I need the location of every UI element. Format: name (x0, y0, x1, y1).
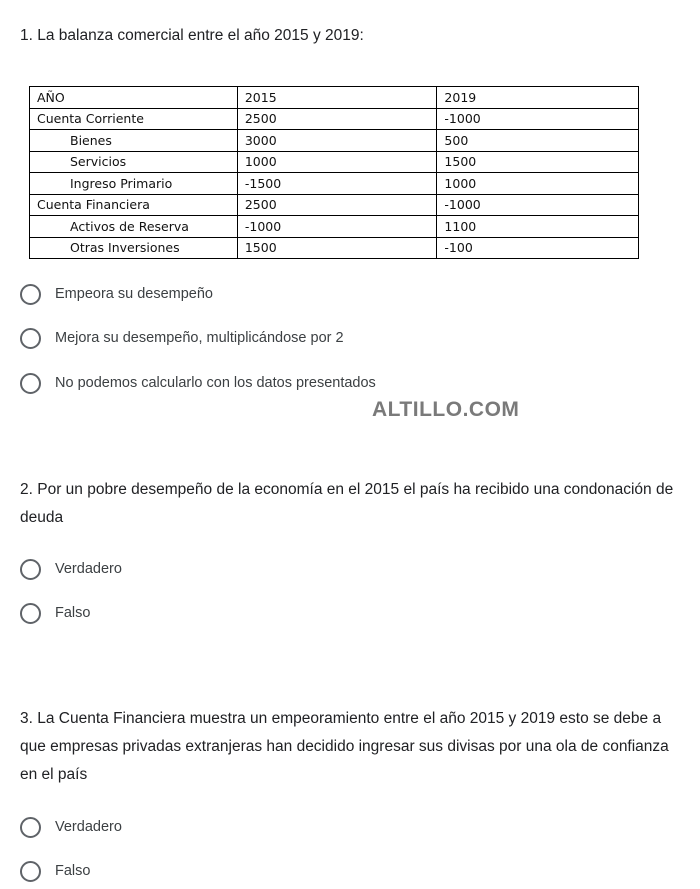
radio-icon[interactable] (20, 603, 41, 624)
value-2019: 1000 (437, 173, 639, 195)
value-2015: 2500 (237, 108, 437, 130)
radio-icon[interactable] (20, 559, 41, 580)
value-2019: -1000 (437, 194, 639, 216)
row-label: Cuenta Financiera (30, 194, 238, 216)
q1-option-mejora[interactable] (20, 327, 344, 349)
table-row (30, 173, 639, 195)
value-2019: 1500 (437, 151, 639, 173)
header-cell: AÑO (30, 87, 238, 109)
value-2019: -1000 (437, 108, 639, 130)
option-label: Verdadero (55, 819, 122, 835)
value-2015: 1000 (237, 151, 437, 173)
table-row (30, 108, 639, 130)
question-1-title: 1. La balanza comercial entre el año 2015 y 2019: (20, 27, 364, 44)
row-label: Ingreso Primario (30, 173, 238, 195)
question-2-title: 2. Por un pobre desempeño de la economía en el 2015 el país ha recibido una condonación de deuda (20, 481, 674, 526)
value-2015: -1000 (237, 216, 437, 238)
table-row (30, 130, 639, 152)
radio-icon[interactable] (20, 817, 41, 838)
value-2019: 500 (437, 130, 639, 152)
row-label: Cuenta Corriente (30, 108, 238, 130)
question-3-title: 3. La Cuenta Financiera muestra un empeoramiento entre el año 2015 y 2019 esto se debe a que empresas privadas extranjeras han decidido ingresar sus divisas por una ola de confianza en el país (20, 710, 669, 783)
row-label: Otras Inversiones (30, 237, 238, 259)
radio-icon[interactable] (20, 373, 41, 394)
option-label: No podemos calcularlo con los datos presentados (55, 375, 376, 391)
value-2015: 3000 (237, 130, 437, 152)
header-cell: 2015 (237, 87, 437, 109)
row-label: Activos de Reserva (30, 216, 238, 238)
header-cell: 2019 (437, 87, 639, 109)
q1-option-empeora[interactable] (20, 283, 213, 305)
table-row (30, 194, 639, 216)
table-row (30, 237, 639, 259)
q2-option-verdadero[interactable] (20, 558, 122, 580)
row-label: Bienes (30, 130, 238, 152)
value-2015: -1500 (237, 173, 437, 195)
table-row (30, 216, 639, 238)
watermark: ALTILLO.COM (372, 398, 520, 421)
q2-option-falso[interactable] (20, 602, 90, 624)
table-header-row (30, 87, 639, 109)
value-2015: 2500 (237, 194, 437, 216)
balance-table (29, 86, 639, 259)
option-label: Falso (55, 605, 91, 621)
radio-icon[interactable] (20, 328, 41, 349)
q3-option-falso[interactable] (20, 860, 90, 882)
radio-icon[interactable] (20, 861, 41, 882)
value-2019: -100 (437, 237, 639, 259)
option-label: Mejora su desempeño, multiplicándose por 2 (55, 330, 344, 346)
option-label: Falso (55, 863, 91, 879)
table-row (30, 151, 639, 173)
q1-option-no-podemos[interactable] (20, 372, 376, 394)
row-label: Servicios (30, 151, 238, 173)
option-label: Empeora su desempeño (55, 286, 213, 302)
value-2015: 1500 (237, 237, 437, 259)
value-2019: 1100 (437, 216, 639, 238)
q3-option-verdadero[interactable] (20, 816, 122, 838)
radio-icon[interactable] (20, 284, 41, 305)
option-label: Verdadero (55, 561, 122, 577)
